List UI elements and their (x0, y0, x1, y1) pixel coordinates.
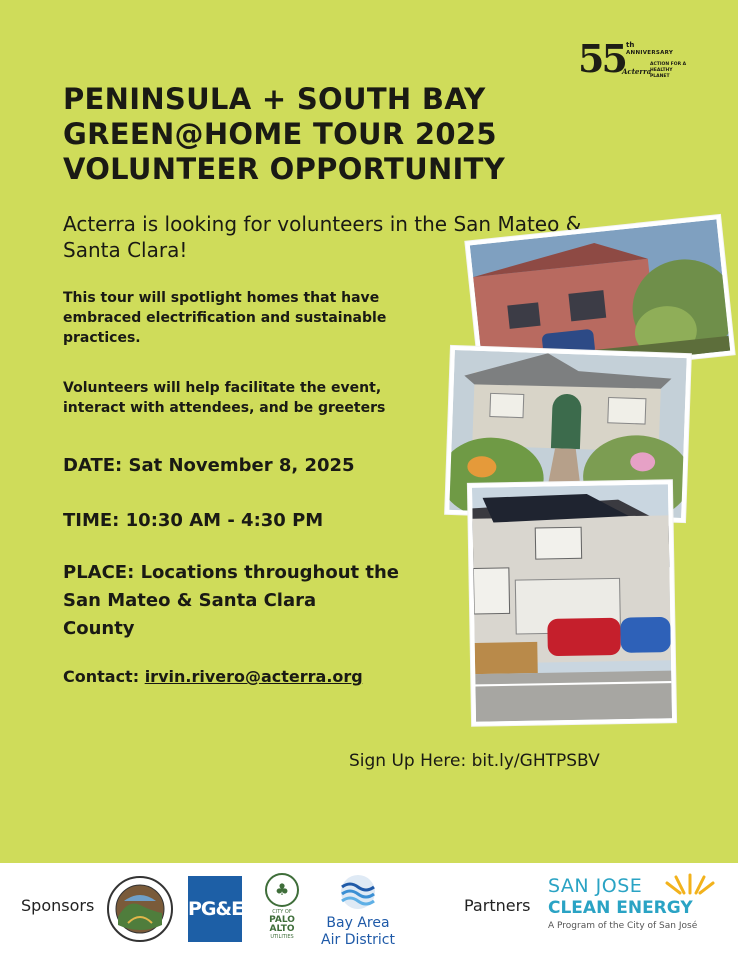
acterra-brand: Acterra (622, 67, 652, 76)
volunteers-paragraph: Volunteers will help facilitate the event, interact with attendees, and be greeters (63, 380, 386, 416)
acterra-55th-anniversary-logo (578, 36, 688, 86)
bay-area-waves-icon (336, 873, 380, 911)
place-line-2: San Mateo & Santa Clara (63, 590, 317, 611)
signup-text: Sign Up Here: bit.ly/GHTPSBV (349, 751, 600, 771)
spotlight-paragraph: This tour will spotlight homes that have embraced electrification and sustainable practices. (63, 290, 387, 346)
palo-alto-line-1: CITY OF (272, 909, 292, 915)
lead-text: Acterra is looking for volunteers in the San Mateo & Santa Clara! (63, 212, 582, 262)
palo-alto-tree-icon: ♣ (265, 873, 299, 907)
city-of-los-altos-seal-logo (106, 875, 174, 943)
palo-alto-line-4: UTILITIES (270, 934, 294, 940)
page-title (63, 82, 583, 187)
pge-logo: PG&E (188, 876, 242, 942)
contact-email-link[interactable]: irvin.rivero@acterra.org (144, 667, 363, 686)
anniversary-label: ANNIVERSARY (626, 50, 674, 56)
title-line-2: GREEN@HOME TOUR 2025 (63, 117, 497, 151)
bay-area-line-2: Air District (321, 932, 395, 948)
event-place (63, 559, 443, 643)
place-line-3: County (63, 618, 135, 639)
partners-label: Partners (464, 896, 531, 915)
san-jose-clean-energy-logo (548, 875, 723, 947)
anniversary-suffix: th (626, 41, 635, 49)
bay-area-air-district-logo (318, 873, 398, 949)
palo-alto-line-3: ALTO (269, 924, 295, 934)
sjce-line-1: SAN JOSE (548, 875, 643, 897)
place-line-1: PLACE: Locations throughout the (63, 562, 400, 583)
contact-line (63, 665, 363, 689)
sun-rays-icon (664, 871, 716, 895)
title-line-3: VOLUNTEER OPPORTUNITY (63, 152, 505, 186)
palo-alto-line-2: PALO (269, 915, 295, 925)
palo-alto-utilities-logo (262, 873, 302, 947)
anniversary-number: 55 (578, 36, 625, 81)
event-date: DATE: Sat November 8, 2025 (63, 455, 355, 476)
contact-label: Contact: (63, 667, 140, 686)
title-line-1: PENINSULA + SOUTH BAY (63, 82, 486, 116)
sjce-line-2: CLEAN ENERGY (548, 898, 693, 918)
acterra-tagline: ACTION FOR A HEALTHY PLANET (650, 62, 687, 79)
footer (0, 863, 738, 957)
sponsors-label: Sponsors (21, 896, 95, 915)
event-time: TIME: 10:30 AM - 4:30 PM (63, 510, 324, 531)
photo-house-solar (468, 480, 676, 726)
bay-area-line-1: Bay Area (326, 915, 390, 931)
sjce-line-3: A Program of the City of San José (548, 921, 698, 931)
